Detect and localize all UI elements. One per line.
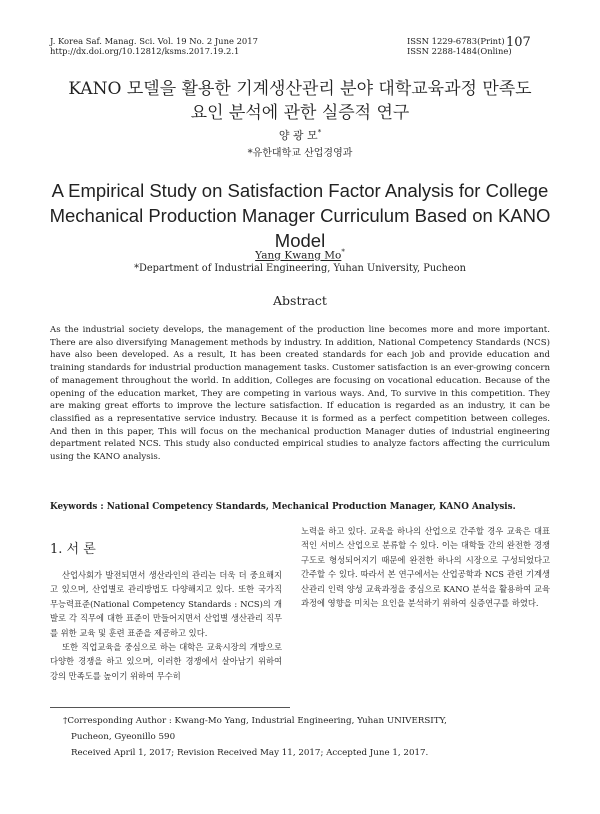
- doi-link[interactable]: http://dx.doi.org/10.12812/ksms.2017.19.2.1: [50, 46, 240, 56]
- issn-online: ISSN 2288-1484(Online): [407, 46, 512, 56]
- english-author-name: Yang Kwang Mo: [255, 249, 342, 262]
- abstract-heading: Abstract: [273, 293, 327, 308]
- footnote-line-3: Received April 1, 2017; Revision Received May 11, 2017; Accepted June 1, 2017.: [71, 748, 429, 758]
- right-column: [301, 524, 550, 610]
- issn-print: ISSN 1229-6783(Print): [407, 36, 505, 46]
- korean-title-line-1: KANO 모델을 활용한 기계생산관리 분야 대학교육과정 만족도: [68, 79, 532, 99]
- footnote-line-2: Pucheon, Gyeonillo 590: [71, 732, 176, 742]
- english-title-line-2: Mechanical Production Manager Curriculum Based on KANO: [49, 205, 551, 226]
- left-column: [50, 568, 282, 683]
- korean-affiliation: *유한대학교 산업경영과: [247, 148, 353, 159]
- journal-citation: J. Korea Saf. Manag. Sci. Vol. 19 No. 2 June 2017: [50, 36, 258, 46]
- korean-author: [0, 127, 600, 143]
- english-title-line-3: Model: [274, 230, 326, 251]
- english-title-line-1: A Empirical Study on Satisfaction Factor Analysis for College: [51, 180, 549, 201]
- footnote-divider: [50, 707, 290, 708]
- intro-paragraph-3: 노력을 하고 있다. 교육을 하나의 산업으로 간주할 경우 교육은 대표적인 서비스 산업으로 분류할 수 있다. 이는 대학들 간의 완전한 경쟁구도로 형성되어지기 때문에 완전한 하나의 시장으로 구성되었다고 간주할 수 있다. 따라서 본 연구에서는 산업공학과 NCS 관련 기계생산관리 인력 양성 교육과정을 중심으로 KANO 분석을 활용하여 교육과정에 영향을 미치는 요인을 분석하기 위하여 실증연구를 하였다.: [301, 526, 550, 609]
- korean-author-name: 양 광 모: [278, 129, 318, 142]
- intro-paragraph-2: 또한 직업교육을 중심으로 하는 대학은 교육시장의 개방으로 다양한 경쟁을 하고 있으며, 이러한 경쟁에서 살아남기 위하여 강의 만족도를 높이기 위하여 무수히: [50, 642, 282, 681]
- page-number: 107: [506, 35, 531, 50]
- english-author: [0, 248, 600, 262]
- english-affiliation: *Department of Industrial Engineering, Yuhan University, Pucheon: [134, 263, 466, 274]
- section-1-heading: 1. 서 론: [50, 542, 96, 557]
- intro-paragraph-1: 산업사회가 발전되면서 생산라인의 관리는 더욱 더 중요해지고 있으며, 산업별로 관리방법도 다양해지고 있다. 또한 국가직무능력표준(National Competency Standards : NCS)의 개발로 각 직무에 대한 표준이 만들어지면서 산업별 생산관리 직무를 위한 교육 및 훈련 표준을 제공하고 있다.: [50, 570, 282, 638]
- footnote-line-1: †Corresponding Author : Kwang-Mo Yang, Industrial Engineering, Yuhan UNIVERSITY,: [63, 716, 447, 726]
- korean-author-mark: *: [317, 128, 322, 137]
- keywords: Keywords : National Competency Standards, Mechanical Production Manager, KANO Analysis.: [50, 502, 516, 512]
- korean-title-line-2: 요인 분석에 관한 실증적 연구: [190, 103, 410, 123]
- english-author-mark: *: [341, 248, 345, 256]
- abstract-body: As the industrial society develops, the management of the production line becomes more and more important. There are also diversifying Management methods by industry. In addition, National Competency Standards (NCS) have also been developed. As a result, It has been created standards for each job and provide education and training standards for industrial production management tasks. Customer satisfaction is an ever-growing concern of management throughout the world. In addition, Colleges are focusing on vocational education. Because of the opening of the education market, They are competing in various ways. And, To survive in this competition. They are making great efforts to improve the lecture satisfaction. If education is regarded as an industry, it can be classified as a representative service industry. Because it is formed as a perfect competition between colleges. And then in this paper, This will focus on the mechanical production Manager duties of industrial engineering department related NCS. This study also conducted empirical studies to analyze factors affecting the curriculum using the KANO analysis.: [50, 325, 550, 463]
